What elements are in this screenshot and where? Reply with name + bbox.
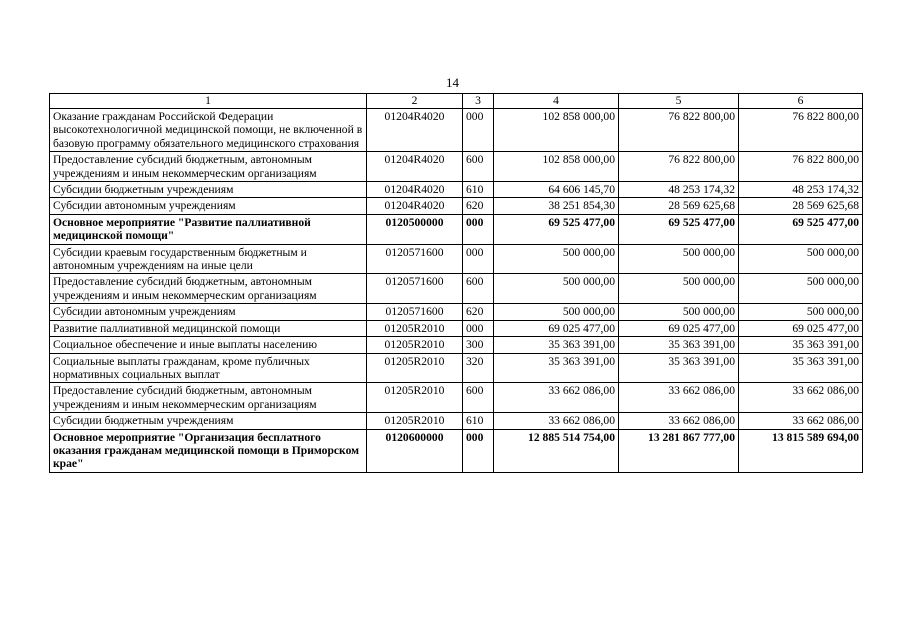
budget-table [49,93,863,473]
row-value-col5-cell: 500 000,00 [619,244,739,274]
row-type-cell: 610 [463,182,494,198]
table-row [50,304,863,320]
table-row [50,320,863,336]
row-value-col4-cell: 500 000,00 [494,274,619,304]
row-type-cell: 000 [463,214,494,244]
row-value-col4-cell: 500 000,00 [494,244,619,274]
row-type-cell: 000 [463,244,494,274]
row-code-cell: 0120600000 [367,429,463,472]
page-number: 14 [446,75,459,90]
table-row [50,244,863,274]
row-value-col4-cell: 35 363 391,00 [494,353,619,383]
row-name-cell: Развитие паллиативной медицинской помощи [50,320,367,336]
row-name-cell: Социальное обеспечение и иные выплаты населению [50,337,367,353]
row-value-col4-cell: 500 000,00 [494,304,619,320]
column-header: 4 [494,94,619,109]
row-value-col6-cell: 35 363 391,00 [739,337,863,353]
column-header: 1 [50,94,367,109]
row-name-cell: Предоставление субсидий бюджетным, автономным учреждениям и иным некоммерческим организациям [50,274,367,304]
row-value-col5-cell: 76 822 800,00 [619,109,739,152]
row-name-cell: Субсидии бюджетным учреждениям [50,182,367,198]
row-value-col5-cell: 69 525 477,00 [619,214,739,244]
row-code-cell: 0120500000 [367,214,463,244]
row-value-col6-cell: 69 525 477,00 [739,214,863,244]
row-type-cell: 320 [463,353,494,383]
row-value-col4-cell: 38 251 854,30 [494,198,619,214]
row-value-col6-cell: 35 363 391,00 [739,353,863,383]
table-row [50,413,863,429]
row-value-col6-cell: 500 000,00 [739,304,863,320]
row-value-col5-cell: 35 363 391,00 [619,353,739,383]
row-code-cell: 01205R2010 [367,337,463,353]
row-value-col5-cell: 28 569 625,68 [619,198,739,214]
budget-table-body [50,94,863,473]
row-value-col5-cell: 48 253 174,32 [619,182,739,198]
row-value-col5-cell: 33 662 086,00 [619,383,739,413]
row-value-col4-cell: 69 025 477,00 [494,320,619,336]
row-type-cell: 610 [463,413,494,429]
table-row [50,383,863,413]
row-type-cell: 600 [463,152,494,182]
row-value-col4-cell: 12 885 514 754,00 [494,429,619,472]
row-value-col6-cell: 69 025 477,00 [739,320,863,336]
row-code-cell: 01205R2010 [367,353,463,383]
table-row [50,152,863,182]
table-row [50,182,863,198]
row-value-col4-cell: 33 662 086,00 [494,413,619,429]
column-header: 5 [619,94,739,109]
row-value-col6-cell: 500 000,00 [739,244,863,274]
row-type-cell: 600 [463,383,494,413]
row-value-col6-cell: 33 662 086,00 [739,383,863,413]
row-value-col6-cell: 48 253 174,32 [739,182,863,198]
row-name-cell: Оказание гражданам Российской Федерации высокотехнологичной медицинской помощи, не включенной в базовую программу обязательного медицинского страхования [50,109,367,152]
table-row [50,274,863,304]
row-name-cell: Субсидии бюджетным учреждениям [50,413,367,429]
row-value-col6-cell: 500 000,00 [739,274,863,304]
row-value-col5-cell: 13 281 867 777,00 [619,429,739,472]
row-name-cell: Субсидии автономным учреждениям [50,198,367,214]
row-code-cell: 01205R2010 [367,413,463,429]
row-name-cell: Предоставление субсидий бюджетным, автономным учреждениям и иным некоммерческим организациям [50,152,367,182]
row-type-cell: 300 [463,337,494,353]
row-code-cell: 01204R4020 [367,109,463,152]
row-value-col6-cell: 76 822 800,00 [739,109,863,152]
row-value-col4-cell: 35 363 391,00 [494,337,619,353]
row-name-cell: Субсидии краевым государственным бюджетным и автономным учреждениям на иные цели [50,244,367,274]
row-type-cell: 000 [463,429,494,472]
row-name-cell: Предоставление субсидий бюджетным, автономным учреждениям и иным некоммерческим организациям [50,383,367,413]
row-value-col5-cell: 35 363 391,00 [619,337,739,353]
row-type-cell: 000 [463,320,494,336]
row-value-col6-cell: 13 815 589 694,00 [739,429,863,472]
row-value-col6-cell: 33 662 086,00 [739,413,863,429]
table-row [50,214,863,244]
row-code-cell: 01204R4020 [367,182,463,198]
row-value-col5-cell: 69 025 477,00 [619,320,739,336]
row-type-cell: 600 [463,274,494,304]
row-value-col4-cell: 102 858 000,00 [494,109,619,152]
row-value-col4-cell: 33 662 086,00 [494,383,619,413]
row-value-col5-cell: 500 000,00 [619,274,739,304]
row-value-col6-cell: 76 822 800,00 [739,152,863,182]
row-code-cell: 0120571600 [367,274,463,304]
row-type-cell: 620 [463,304,494,320]
row-value-col4-cell: 102 858 000,00 [494,152,619,182]
row-code-cell: 01204R4020 [367,152,463,182]
row-name-cell: Основное мероприятие "Развитие паллиативной медицинской помощи" [50,214,367,244]
row-name-cell: Субсидии автономным учреждениям [50,304,367,320]
row-type-cell: 620 [463,198,494,214]
row-name-cell: Социальные выплаты гражданам, кроме публичных нормативных социальных выплат [50,353,367,383]
table-row [50,429,863,472]
row-code-cell: 0120571600 [367,304,463,320]
row-value-col4-cell: 64 606 145,70 [494,182,619,198]
row-value-col5-cell: 500 000,00 [619,304,739,320]
row-type-cell: 000 [463,109,494,152]
column-header: 6 [739,94,863,109]
row-code-cell: 01205R2010 [367,320,463,336]
row-code-cell: 01204R4020 [367,198,463,214]
table-row [50,198,863,214]
row-value-col4-cell: 69 525 477,00 [494,214,619,244]
table-row [50,353,863,383]
column-header: 2 [367,94,463,109]
row-value-col6-cell: 28 569 625,68 [739,198,863,214]
row-value-col5-cell: 33 662 086,00 [619,413,739,429]
row-value-col5-cell: 76 822 800,00 [619,152,739,182]
table-row [50,337,863,353]
column-header: 3 [463,94,494,109]
row-code-cell: 0120571600 [367,244,463,274]
row-code-cell: 01205R2010 [367,383,463,413]
table-row [50,109,863,152]
table-header-row [50,94,863,109]
row-name-cell: Основное мероприятие "Организация бесплатного оказания гражданам медицинской помощи в Приморском крае" [50,429,367,472]
